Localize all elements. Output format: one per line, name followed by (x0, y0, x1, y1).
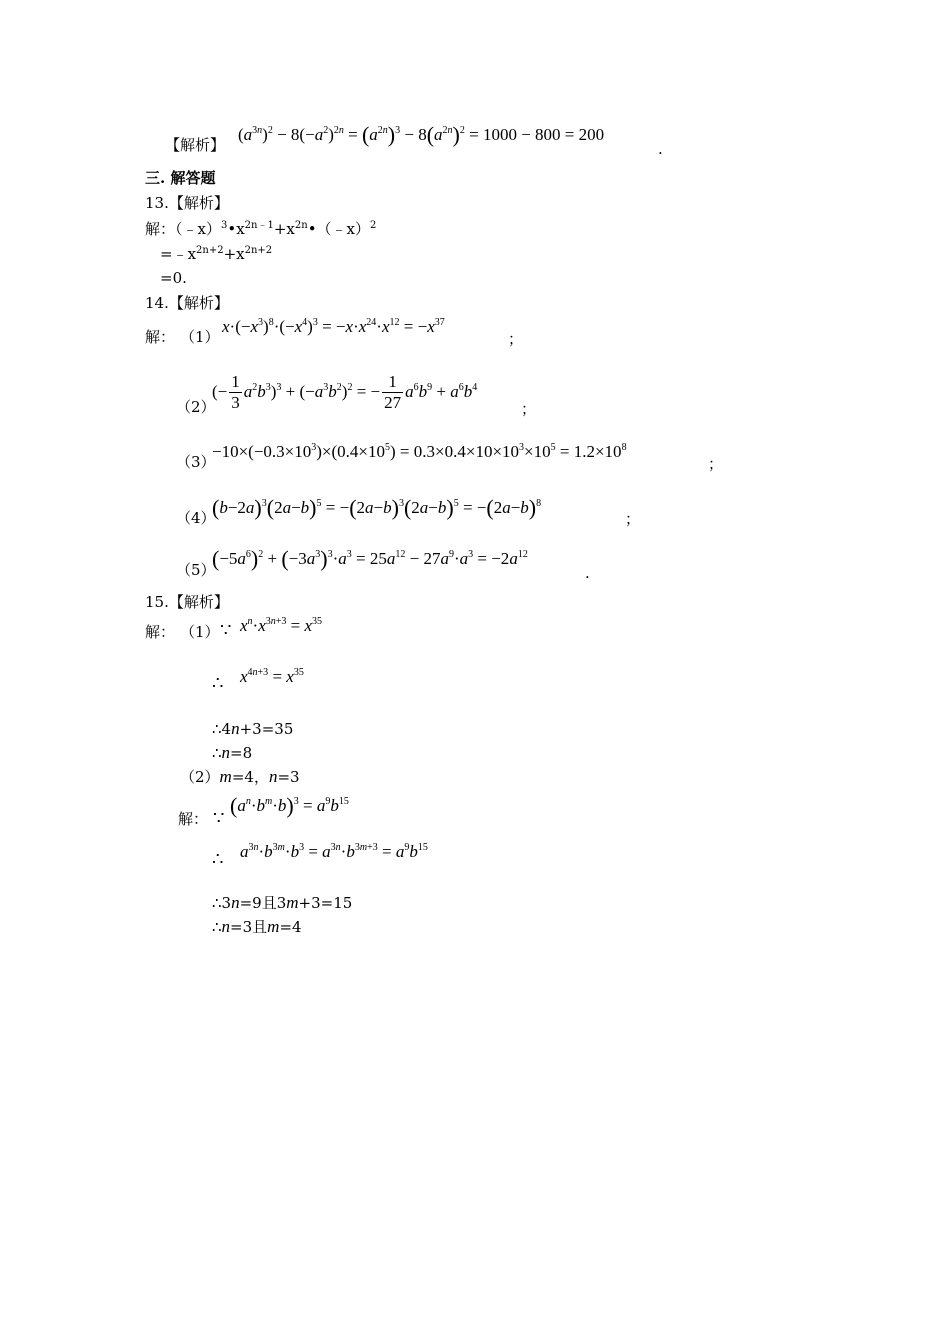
q15-part2-line: （2）m=4，n=3 (180, 767, 300, 786)
q14-part4-label: （4） (176, 509, 216, 527)
q12-end-mark: . (658, 140, 663, 158)
q14-part3-end: ； (708, 455, 724, 473)
q14-part5-label: （5） (176, 561, 216, 579)
q15-p1-eq3: ∴4n+3=35 (212, 719, 294, 738)
q14-part5-end: . (585, 564, 590, 582)
q14-part4-end: ； (625, 510, 641, 528)
q15-p1-eq4: ∴n=8 (212, 743, 253, 762)
q15-p1-eq2: $x^{4n+3} = x^{35}$ (240, 667, 304, 686)
q13-title: 13.【解析】 (145, 194, 229, 212)
q14-prefix: 解： (145, 328, 176, 346)
q12-analysis-label: 【解析】 (165, 136, 226, 154)
q15-part1-label: （1） (180, 623, 220, 641)
q15-part2-prefix: 解： (178, 810, 209, 828)
q14-part4-math: $(b-2a)^3(2a-b)^5 = -(2a-b)^3(2a-b)^5 = -(2a-b)^8$ (212, 495, 542, 520)
q15-p2-eq4: ∴n=3且m=4 (212, 917, 302, 936)
q12-analysis-math: $(a^{3n})^2 - 8(-a^2)^{2n} = (a^{2n})^3 - 8(a^{2n})^2 = 1000 - 800 = 200$ (238, 122, 605, 147)
q13-line1: 解：$(﹣x)^3•x^{2n﹣1}+x^{2n}•(﹣x)^2$ (145, 220, 377, 238)
q13-line2: $=﹣x^{2n+2}+x^{2n+2}$ (160, 245, 273, 263)
q15-p2-eq2: $a^{3n}\cdot b^{3m}\cdot b^3 = a^{3n}\cdot b^{3m+3} = a^9b^{15}$ (240, 842, 428, 861)
q15-p2-eq1: $(a^n\cdot b^m\cdot b)^3 = a^9b^{15}$ (230, 793, 349, 818)
q15-p2-eq3: ∴3n=9且3m+3=15 (212, 893, 353, 912)
q14-title: 14.【解析】 (145, 294, 229, 312)
q14-part3-label: （3） (176, 453, 216, 471)
q14-part5-math: $(-5a^6)^2 + (-3a^3)^3\cdot a^3 = 25a^{12} - 27a^9\cdot a^3 = -2a^{12}$ (212, 546, 528, 571)
because-symbol-2: ∵ (213, 808, 225, 829)
q15-p1-eq1: $x^n\cdot x^{3n+3} = x^{35}$ (240, 616, 323, 635)
q13-line3: =0. (160, 269, 187, 287)
therefore-symbol: ∴ (212, 673, 224, 694)
q14-part3-math: $-10\times(-0.3\times 10^3)\times(0.4\times 10^5) = 0.3\times 0.4\times 10\times 10^3\times 10^5 = 1.2\times 10^8$ (212, 442, 627, 461)
q15-title: 15.【解析】 (145, 593, 229, 611)
q14-part2-end: ； (521, 400, 537, 418)
q14-part1-end: ； (508, 330, 524, 348)
because-symbol: ∵ (220, 620, 232, 641)
q15-prefix: 解： (145, 623, 176, 641)
q14-part1-math: $x\cdot(-x^3)^8\cdot(-x^4)^3 = -x\cdot x^{24}\cdot x^{12} = -x^{37}$ (222, 317, 445, 336)
therefore-symbol-2: ∴ (212, 849, 224, 870)
q14-part2-math: (− $\frac{1}{3}$ $a^2b^3)^3 + (-a^3b^2)^2$ = − $\frac{1}{27}$ $a^6b^9 + a^6b^4$ (212, 372, 478, 413)
q14-part2-label: （2） (176, 398, 216, 416)
section-header: 三. 解答题 (145, 169, 216, 187)
q14-part1-label: （1） (180, 328, 220, 346)
